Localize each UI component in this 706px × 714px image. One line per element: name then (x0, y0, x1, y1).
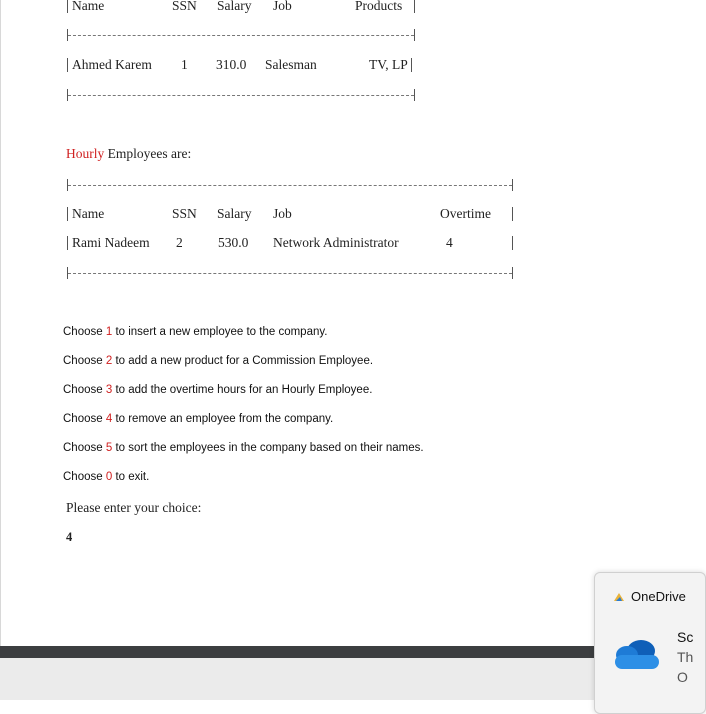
table-border (414, 0, 415, 13)
table2-header-overtime: Overtime (440, 206, 491, 221)
table-border (512, 267, 513, 279)
table1-header-salary: Salary (217, 0, 252, 13)
menu-number: 0 (105, 471, 113, 483)
menu-option-5: Choose 5 to sort the employees in the company based on their names. (63, 442, 424, 454)
onedrive-small-icon (613, 592, 625, 602)
notification-app-name: OneDrive (631, 589, 686, 604)
table1-header-job: Job (273, 0, 292, 13)
menu-option-0: Choose 0 to exit. (63, 471, 150, 483)
table1-header-products: Products (355, 0, 403, 13)
table1-cell-products: TV, LP (369, 57, 408, 72)
table2-header-ssn: SSN (172, 206, 197, 221)
table2-cell-salary: 530.0 (218, 235, 249, 250)
notification-title: Sc (677, 629, 694, 645)
menu-number: 2 (105, 355, 113, 367)
dashed-divider (68, 35, 414, 36)
menu-option-3: Choose 3 to add the overtime hours for an Hourly Employee. (63, 384, 373, 396)
menu-option-4: Choose 4 to remove an employee from the company. (63, 413, 334, 425)
table-border (414, 29, 415, 41)
dashed-divider (68, 95, 414, 96)
hourly-label: Hourly (66, 146, 105, 161)
table-border (512, 179, 513, 191)
table-border (414, 89, 415, 101)
table-border (411, 58, 412, 72)
table2-cell-job: Network Administrator (273, 235, 399, 250)
menu-option-1: Choose 1 to insert a new employee to the company. (63, 326, 328, 338)
notification-line-3: O (677, 669, 688, 685)
onedrive-cloud-icon (611, 637, 661, 671)
choice-prompt: Please enter your choice: (66, 500, 202, 515)
table1-cell-name: Ahmed Karem (72, 57, 152, 72)
entered-choice: 4 (66, 530, 73, 544)
dashed-divider (68, 273, 512, 274)
menu-number: 4 (105, 413, 113, 425)
table-border (512, 236, 513, 250)
table1-cell-ssn: 1 (181, 57, 188, 72)
table2-header-name: Name (72, 206, 105, 221)
table2-header-job: Job (273, 206, 292, 221)
table-border (67, 58, 68, 72)
hourly-heading (66, 146, 191, 162)
table-border (512, 207, 513, 221)
hourly-heading-rest: Employees are: (107, 146, 192, 161)
table1-cell-salary: 310.0 (216, 57, 247, 72)
table2-cell-ssn: 2 (176, 235, 183, 250)
table2-cell-overtime: 4 (446, 235, 453, 250)
table2-header-salary: Salary (217, 206, 252, 221)
table2-cell-name: Rami Nadeem (72, 235, 150, 250)
table-border (67, 0, 68, 13)
table1-header-name: Name (72, 0, 105, 13)
menu-number: 3 (105, 384, 113, 396)
window-bottom-bar (0, 646, 600, 658)
page-left-edge (0, 0, 1, 646)
onedrive-notification[interactable] (594, 572, 706, 714)
menu-option-2: Choose 2 to add a new product for a Commission Employee. (63, 355, 374, 367)
menu-number: 1 (105, 326, 113, 338)
notification-line-2: Th (677, 649, 694, 665)
menu-number: 5 (105, 442, 113, 454)
dashed-divider (68, 185, 512, 186)
table-border (67, 236, 68, 250)
table1-cell-job: Salesman (265, 57, 317, 72)
table-border (67, 207, 68, 221)
table1-header-ssn: SSN (172, 0, 197, 13)
